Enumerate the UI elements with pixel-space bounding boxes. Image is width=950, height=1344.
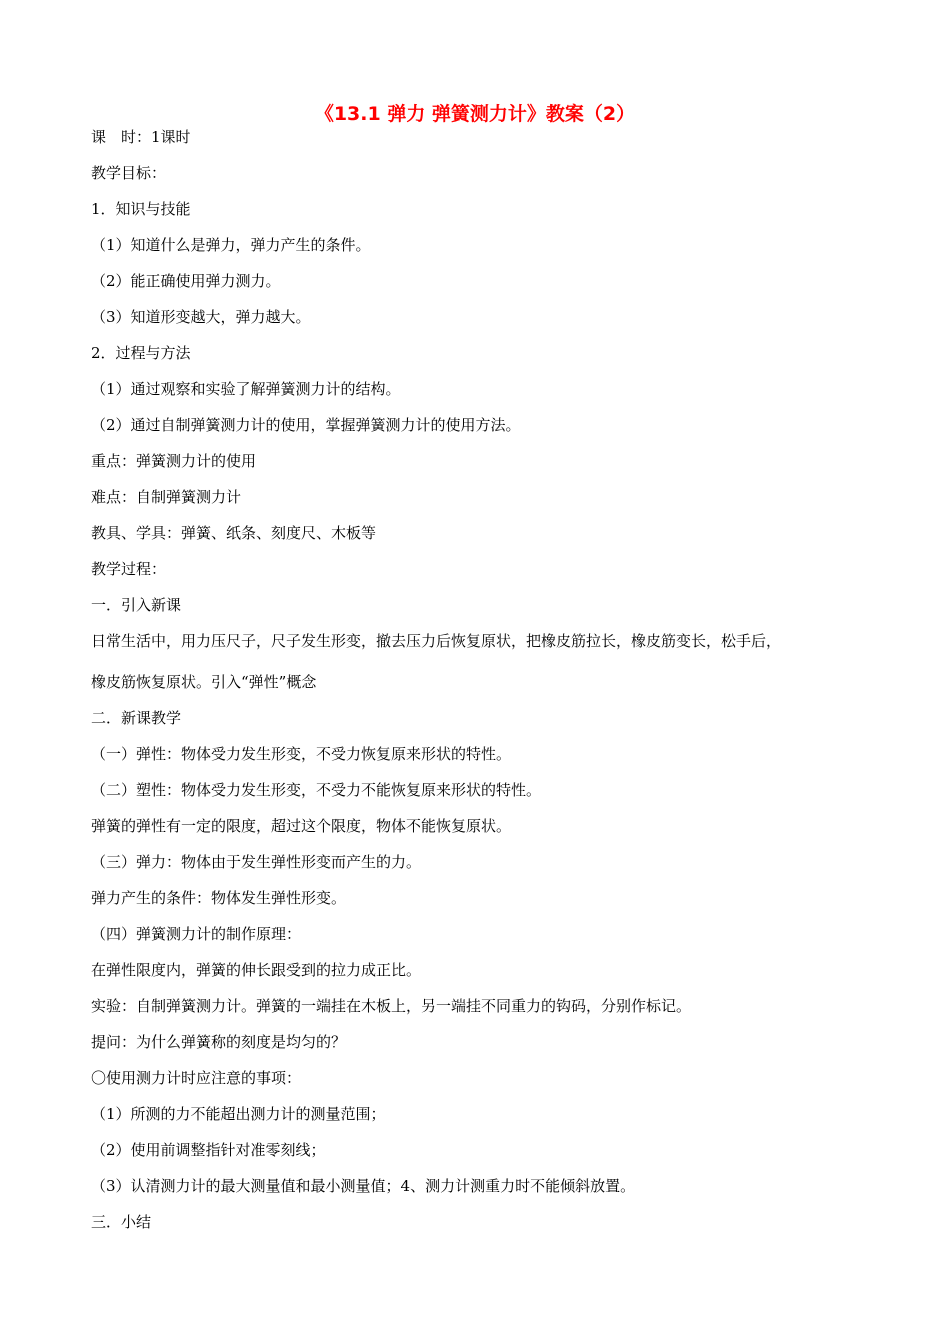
key-point: 重点：弹簧测力计的使用: [91, 452, 257, 470]
section-2-heading: 二．新课教学: [91, 709, 182, 727]
dynamometer-principle: 在弹性限度内，弹簧的伸长跟受到的拉力成正比。: [91, 961, 422, 979]
goal-item-3: （3）知道形变越大，弹力越大。: [91, 308, 311, 326]
elastic-limit-note: 弹簧的弹性有一定的限度，超过这个限度，物体不能恢复原状。: [91, 817, 512, 835]
section-1-heading: 一．引入新课: [91, 596, 182, 614]
document-title: 《13.1 弹力 弹簧测力计》教案（2）: [314, 103, 636, 125]
dynamometer-principle-heading: （四）弹簧测力计的制作原理：: [91, 925, 302, 943]
usage-note-2: （2）使用前调整指针对准零刻线；: [91, 1141, 326, 1159]
usage-notes-heading: 〇使用测力计时应注意的事项：: [91, 1069, 302, 1087]
section-3-heading: 三．小结: [91, 1213, 152, 1231]
intro-paragraph-line-2: 橡皮筋恢复原状。引入“弹性”概念: [91, 673, 317, 691]
teaching-tools: 教具、学具：弹簧、纸条、刻度尺、木板等: [91, 524, 377, 542]
question: 提问：为什么弹簧称的刻度是均匀的？: [91, 1033, 347, 1051]
intro-paragraph-line-1: 日常生活中，用力压尺子，尺子发生形变，撤去压力后恢复原状，把橡皮筋拉长，橡皮筋变长，松手后，: [91, 632, 782, 650]
elastic-force-condition: 弹力产生的条件：物体发生弹性形变。: [91, 889, 347, 907]
process-item-1: （1）通过观察和实验了解弹簧测力计的结构。: [91, 380, 401, 398]
usage-note-3: （3）认清测力计的最大测量值和最小测量值；4、测力计测重力时不能倾斜放置。: [91, 1177, 636, 1195]
goal-item-1: （1）知道什么是弹力，弹力产生的条件。: [91, 236, 371, 254]
knowledge-skills-heading: 1．知识与技能: [91, 200, 191, 218]
process-methods-heading: 2．过程与方法: [91, 344, 191, 362]
class-hours: 课 时：1课时: [91, 128, 191, 146]
teaching-process-heading: 教学过程：: [91, 560, 167, 578]
difficult-point: 难点：自制弹簧测力计: [91, 488, 242, 506]
experiment-description: 实验：自制弹簧测力计。弹簧的一端挂在木板上，另一端挂不同重力的钩码，分别作标记。: [91, 997, 692, 1015]
goal-item-2: （2）能正确使用弹力测力。: [91, 272, 281, 290]
elasticity-definition: （一）弹性：物体受力发生形变，不受力恢复原来形状的特性。: [91, 745, 512, 763]
process-item-2: （2）通过自制弹簧测力计的使用，掌握弹簧测力计的使用方法。: [91, 416, 521, 434]
elastic-force-definition: （三）弹力：物体由于发生弹性形变而产生的力。: [91, 853, 422, 871]
usage-note-1: （1）所测的力不能超出测力计的测量范围；: [91, 1105, 386, 1123]
teaching-goals-heading: 教学目标：: [91, 164, 167, 182]
plasticity-definition: （二）塑性：物体受力发生形变，不受力不能恢复原来形状的特性。: [91, 781, 542, 799]
